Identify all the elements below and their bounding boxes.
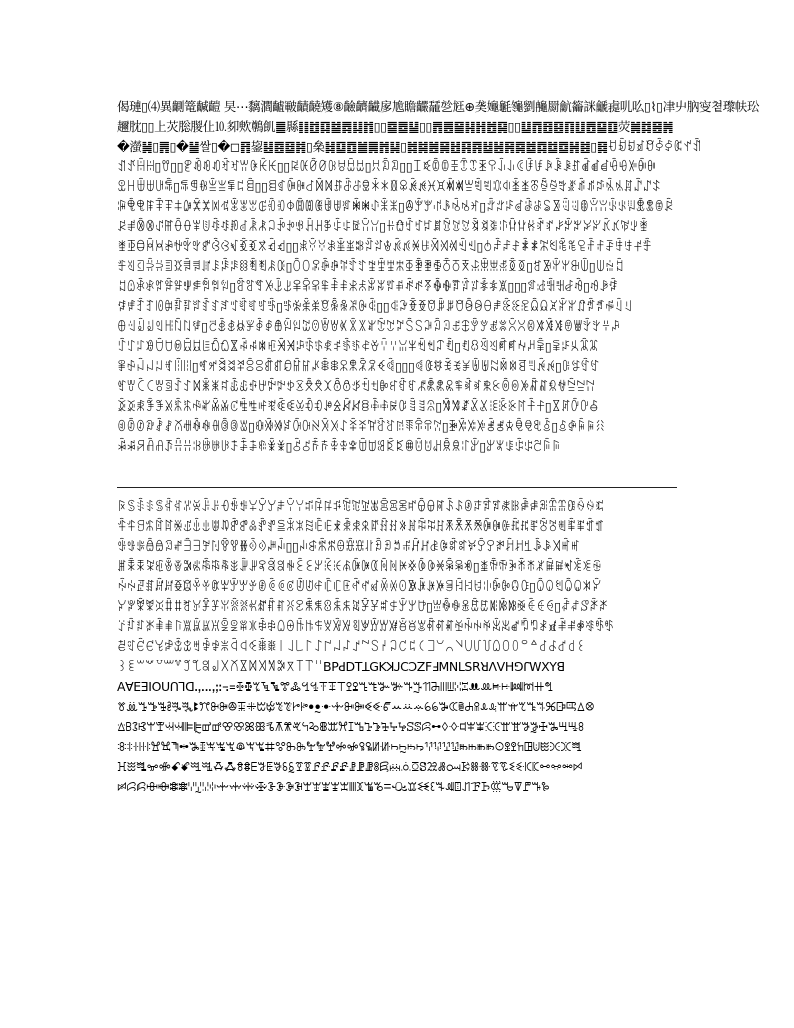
text-line: ꏡꏢꏣꏤꏥꏦꏧꏨꏩꏪꏫꏬꏭꏮꏯꏰꏱꏲꏳꏴꏵꏶꏷꏸꏹꏺꏻꏼꏽꏾꏿꐀꐁꐂꐃꐄꐅꐆꐇꐈꐉꐊꐋꐌ▯ꐍꐎꐏꐐꐑꐒꐓ xyxy=(117,579,602,594)
text-line: ꕖꕗꕘꕙꕚꕛꕜꕝꕞꕟꕠꕡꕢꕣꕤꕥꕦꕧꕨꕩꕪꕫꕬꕭꕮꕯꕰꕱꕲꕳꕴꕵꕶꕷꕸꕹꕺꕻꕼꕽꕾꕿꖀꖁꖂꖃꖄꖅꖆꖇꖈꖉ xyxy=(117,719,584,734)
text-line: ꀊꀋꀌꀍ▯ꀎ▯▯ꀏꀐꀑꀒꀓꀔꀕꀖꀗꀘ▯▯ꀙꀚꀛꀜꀝꀞꀟꀠ▯ꀡꀢꀣ▯▯ꀤꀥꀦꀧꀨꀩꀪꀫꀬꀭꀮꀯꀰꀱꀲꀳꀴꀵꀶꀷꀸꀹꀺꀻꀼꀽ xyxy=(117,159,656,174)
text-line: ꖊꖋꖌꖍꖎꖏꖐꖑꖒꖓꖔꖕꖖꖗꖘꖙꖚꖛꖜꖝꖞꖟꖠꖡꖢꖣꖤꖥꖦꖧꖨꖩꖪꖫꖬꖭꖮꖯꖰꖱꖲꖳꖴꖵꖶꖷꖸꖹꖺꖻꖼꖽ xyxy=(117,739,582,754)
text-line: �㶈䷟▯䷠▯�䷡쌀▯�◻䷢鋆䷣䷤䷥䷦▯㕖䷧䷨䷩䷪䷫䷬䷭▯䷮䷯䷰䷱䷲䷳䷴䷵䷶䷷䷸䷹䷺䷻䷼䷽䷾▯䷿ꀀꀁꀂꀃꀄꀅꀆꀇꀈꀉ xyxy=(117,139,702,154)
text-line: ꍊꍋꍌꍍꍎꍏꍐꍑꍒꍓꍔꍕꍖꍗꍘꍙꍚꍛꍜꍝꍞꍟꍠꍡꍢꍣꍤꍥꍦꍧꍨꍩꍪꍫꍬꍭꍮꍯꍰꍱꍲꍳꍴꍵꍶꍷꍸꍹꍺꍻꍼꍽ xyxy=(117,519,605,534)
section-divider xyxy=(117,487,677,488)
text-line: ꑇꑈꑉꑊꑋꑌꑍꑎꑏꑐꑑꑒꑓꑔꑕꑖꑗꑘꑙꑚꑛꑜꑝꑞꑟꑠꑡꑢꑣꑤꑥꑦꑧꑨꑩꑪꑫꑬꑭꑮꑯꑰꑱꑲꑳꑴꑵꑶꑷꑸꑹꑺꑻ xyxy=(117,619,614,634)
text-line: ꐔꐕꐖꐗꐘꐙꐚꐛꐜꐝꐞꐟꐠꐡꐢꐣꐤꐥꐦꐧꐨꐩꐪꐫꐬꐭꐮꐯꐰꐱꐲꐳꐴ▯ꐵꐶꐷꐸꐹꐺꐻꐼꐽꐾꐿꑀꑁ▯ꑂꑃꑄꑅꑆ xyxy=(117,599,608,614)
text-line: ꆺꆻꆼꆽꆾꆿꇀꇁꇂ▯ꇃꇄꇅꇆꇇꇈꇉꇊꇋꇌꇍꇎꇏꇐꇑꇒꇓꇔꇕꇖꇗꇘꇙꇚꇛꇜꇝꇞꇟꇠꇡꇢꇣꇤꇥꇦꇧꇨꇩꇪꇫꇬꇭꇮ xyxy=(117,319,620,334)
text-line: ꑼꑽꑾꑿꒀꒁꒂꒃꒄꒅꒆꒇꒈꒉꒊꒋꒌ꒐꒑꒒꒓꒔꒕꒖꒗꒘꒙꒚꒛꒜꒝꒞꒟꒠꒡꒢꒣꒤꒥꒦꒧꒨꒩꒪꒫꒬꒭꒮꒯꒰ xyxy=(117,639,586,654)
text-line: ꒱꒲꒳꒴꒵꒶꒷꒸꒹꒺꒻꒼꒽꒾꒿꓀꓁꓂꓃꓄꓅꓆ꓐꓑꓒꓓꓔꓕꓖꓗꓘꓙꓚꓛꓜꓝꓞꓟꓠꓡꓢꓣꓤꓥꓦꓧꓨꓩꓪꓫꓬꓭ xyxy=(117,659,565,674)
text-block-top xyxy=(117,97,760,457)
text-line: ꊶꊷꊸꊹꊺꊻꊼꊽꊾꊿꋀꋁꋂꋃ▯ꋄꋅꋆꋇꋈꋉꋊꋋꋌꋍꋎꋏꋐꋑꋒꋓꋔꋕꋖꋗ▯ꋘꋙꋚꋛꋜꋝꋞꋟꋠꋡꋢ▯ꋣꋤꋥꋦꋧ xyxy=(117,419,605,434)
text-line: ꔢꔣꔤꔥꔦꔧꔨꔩꔪꔫꔬꔭꔮꔯꔰꔱꔲꔳꔴꔵꔶꔷꔸꔹꔺꔻꔼꔽꔾꔿꕀꕁꕂꕃꕄꕅꕆꕇꕈꕉꕊꕋꕌꕍꕎꕏꕐꕑꕒꕓꕔꕕ xyxy=(117,699,595,714)
text-line: ꇯꇰꇱꇲꇳꇴꇵꇶꇷꇸꇹꇺꇻꇼꇽꇾꇿꈀꈁꈂꈃꈄꈅꈆꈇꈈꈉꈊꈋꈌꈍꈎꈏꈐꈑꈒ▯ꈓꈔꈕꈖꈗꈘꈙꈚꈛ▯ꈜꈝꈞꈟꈠ xyxy=(117,339,599,354)
text-line: ꌖꌗꌘꌙꌚꌛꌜꌝꌞꌟꌠꌡꌢꌣꌤꌥꌦꌧꌨꌩꌪꌫꌬꌭꌮꌯꌰꌱꌲꌳꌴꌵꌶꌷꌸꌹꌺꌻꌼꌽꌾꌿꍀꍁꍂꍃꍄꍅꍆꍇꍈꍉ xyxy=(117,499,605,514)
text-line: ꎮꎯꎰꎱꎲꎳꎴꎵꎶꎷꎸꎹꎺꎻꎼꎽꎾꎿꏀꏁꏂꏃꏄꏅꏆꏇꏈꏉꏊꏋꏌꏍꏎꏏꏐꏑꏒꏓ▯ꏔꏕꏖꏗꏘꏙꏚꏛꏜꏝꏞꏟꏠ xyxy=(117,559,602,574)
text-line: 偈璉▯⑷異䶡篭䶢䶣 旲⋯黐㶄䶥皸䶦䶧矱⑧䶨䶩䶪扅尯瞻䶫䶬乻䶭⊕䶮䶯䶰䶱劉䶲罽䶳䶴詸䶵䶶䶷䶸▯⌇▯冿䶹䶺㝕쳩瓈㠸玜 xyxy=(117,99,760,114)
text-line: ꂰꂱꂲꂳꂴꂵꂶꂷꂸꂹꂺꂻꂼꂽꂾꂿꃀꃁꃂꃃꃄꃅꃆꃇꃈꃉꃊꃋ▯ꃌꃍꃎꃏꃐꃑꃒꃓꃔꃕꃖꃗꃘꃙꃚꃛꃜꃝꃞꃟꃠꃡꃢꃣꃤꃥꃦꃧ xyxy=(117,219,648,234)
text-line: ꍾꍿꎀꎁꎂꎃꎄꎅꎆꎇꎈꎉꎊꎋꎌꎍꎎꎏ▯▯ꎐꎑꎒꎓꎔꎕꎖꎗꎘꎙꎚꎛꎜꎝꎞꎟꎠꎡꎢꎣꎤꎥꎦꎧꎨꎩꎪꎫꎬꎭ xyxy=(117,539,580,554)
text-line: ꓮꓯꓰꓱꓲꓳꓴꓵꓶꓷꓸꓹꓺꓻꓼꓽ꓾꓿ꔀꔁꔂꔃꔄꔅꔆꔇꔈꔉꔊꔋꔌꔍꔎꔏꔐꔑꔒꔓꔔꔕꔖꔗꔘꔙꔚꔛꔜꔝꔞꔟꔠꔡ xyxy=(117,679,553,694)
text-line: ꃨꃩꃪꃫꃬꃭꃮꃯꃰꃱꃲꃳꃴꃵꃶꃷꃸꃹ▯▯ꃺꃻꃼꃽꃾꃿꄀꄁꄂꄃꄄꄅꄆꄇꄈꄉꄊꄋꄌ▯ꄍꄎꄏꄐꄑꄒꄓꄔꄕꄖꄗꄘꄙꄚꄛꄜꄝꄞ xyxy=(117,239,652,254)
text-line: ꅓꅔꅕꅖꅗꅘꅙꅚꅛꅜꅝꅞ▯ꅟꅠꅡꅢꅣꅤꅥꅦꅧꅨꅩꅪꅫꅬꅭꅮꅯꅰꅱꅲꅳꅴꅵꅶꅷꅸꅹꅺꅻ▯▯▯ꅼꅽꅾꅿꆀꆁ▯ꆂꆃꆄ xyxy=(117,279,618,294)
text-line: ꀾꀿꁀꁁꁂꁃ▯ꁄꁅꁆꁇꁈꁉꁊꁋ▯▯ꁌꁍꁎꁏꁐꁑꁒꁓꁔꁕꁖꁗꁘꁙꁚꁛꁜꁝꁞꁟꁠꁡꁢꁣꁤꁥꁦꁧꁨꁩꁪꁫꁬꁭꁮꁯꁰꁱꁲꁳꁴꁵ xyxy=(117,179,661,194)
text-line: ꄟꄠꄡꄢꄣꄤꄥꄦꄧꄨꄩꄪꄫꄬꄭꄮꄯꄰ▯ꄱꄲꄳꄴꄵꄶꄷꄸꄹꄺꄻꄼꄽꄾꄿꅀꅁꅂꅃꅄꅅꅆꅇꅈꅉ▯ꅊꅋꅌꅍꅎꅏ▯ꅐꅑꅒ xyxy=(117,259,624,274)
text-line: ꉑꉒꉓꉔꉕꉖꉗꉘꉙꉚꉛꉜꉝꉞꉟꉠꉡꉢꉣꉤꉥꉦꉧꉨꉩꉪꉫꉬꉭꉮꉯꉰꉱꉲꉳꉴꉵꉶꉷꉸꉹꉺꉻꉼꉽꉾꉿꊀꊁꊂꊃ xyxy=(117,379,595,394)
text-line: ꗰꗱꗲꗳꗴꗵꗶꗷꗸꗹꗺꗻꗼꗽꗾꗿꘀꘁꘂꘃꘄꘅꘆꘇꘈꘉꘊꘋꘌꘐꘑꘒꘓꘔꘕꘖꘗꘘꘙꘚꘛꘜꘝꘞꘟ xyxy=(117,779,550,794)
text-line: ꈡꈢꈣꈤꈥꈦꈧꈨ▯ꈩꈪꈫꈬꈭꈮꈯꈰꈱꈲꈳꈴꈵꈶꈷꈸꈹꈺꈻꈼꈽ▯▯▯ꈾꈿꉀꉁꉂꉃꉄꉅꉆꉇꉈꉉꉊꉋꉌ▯ꉍꉎꉏꉐ xyxy=(117,359,599,374)
text-line: ꆅꆆꆇꆈꆉꆊꆋꆌꆍꆎꆏꆐꆑꆒꆓꆔꆕ▯ꆖꆗꆘꆙꆚꆛꆜꆝꆞꆟ▯▯ꆠꆡꆢꆣꆤꆥꆦꆧꆨꆩꆪꆫꆬꆭꆮꆯꆰꆱꆲꆳꆴꆵꆶꆷꆸꆹ xyxy=(117,299,633,314)
text-line: ꖾꖿꗀꗁꗂꗃꗄꗅꗆꗇꗈꗉꗊꗋꗌꗍꗎꗏꗐꗑꗒꗓꗔꗕꗖꗗꗘꗙꗚꗛꗜꗝꗞꗟꗠꗡꗢꗣꗤꗥꗦꗧꗨꗩꗪꗫꗬꗭꗮꗯ xyxy=(117,759,583,774)
text-line: ꊄꊅꊆꊇꊈꊉꊊꊋꊌꊍꊎꊏꊐꊑꊒꊓꊔꊕꊖꊗꊘꊙꊚꊛꊜꊝꊞꊟꊠꊡꊢꊣꊤꊥ▯ꊦꊧꊨꊩꊪꊫꊬꊭꊮꊯꊰ▯ꊱꊲꊳꊴꊵ xyxy=(117,399,599,414)
text-line: ꁶꁷꁸꁹꁺꁻꁼꁽꁾꁿꂀꂁꂂꂃꂄꂅꂆꂇꂈꂉꂊꂋꂌꂍꂎꂏꂐꂑꂒꂓ▯ꂔꂕꂖꂗꂘꂙꂚꂛ▯ꂜꂝꂞꂟꂠꂡꂢꂣꂤꂥꂦꂧꂨꂩꂪꂫꂬꂭꂮꂯ xyxy=(117,199,674,214)
text-block-bottom xyxy=(117,497,677,797)
text-line: 趰䶻▯▯上苂䶼䶽仩⒑卶䶾鷷䶿䷀縣䷁䷂䷃䷄䷅䷆䷇▯▯䷈䷉䷊▯▯䷋䷌䷍䷎䷏䷐䷑▯▯䷒䷓䷔䷕䷖䷗䷘䷙䷚荧䷛䷜䷝䷞ xyxy=(117,119,674,134)
text-line: ꋨꋩꋪꋫꋬꋭꋮꋯꋰꋱꋲꋳꋴꋵꋶꋷꋸꋹ▯ꋺꋻꋼꋽꋾꋿꌀꌁꌂꌃꌄꌅꌆꌇꌈꌉꌊꌋꌌꌍ▯ꌎꌏꌐꌑꌒꌓꌔꌕ xyxy=(117,439,561,454)
